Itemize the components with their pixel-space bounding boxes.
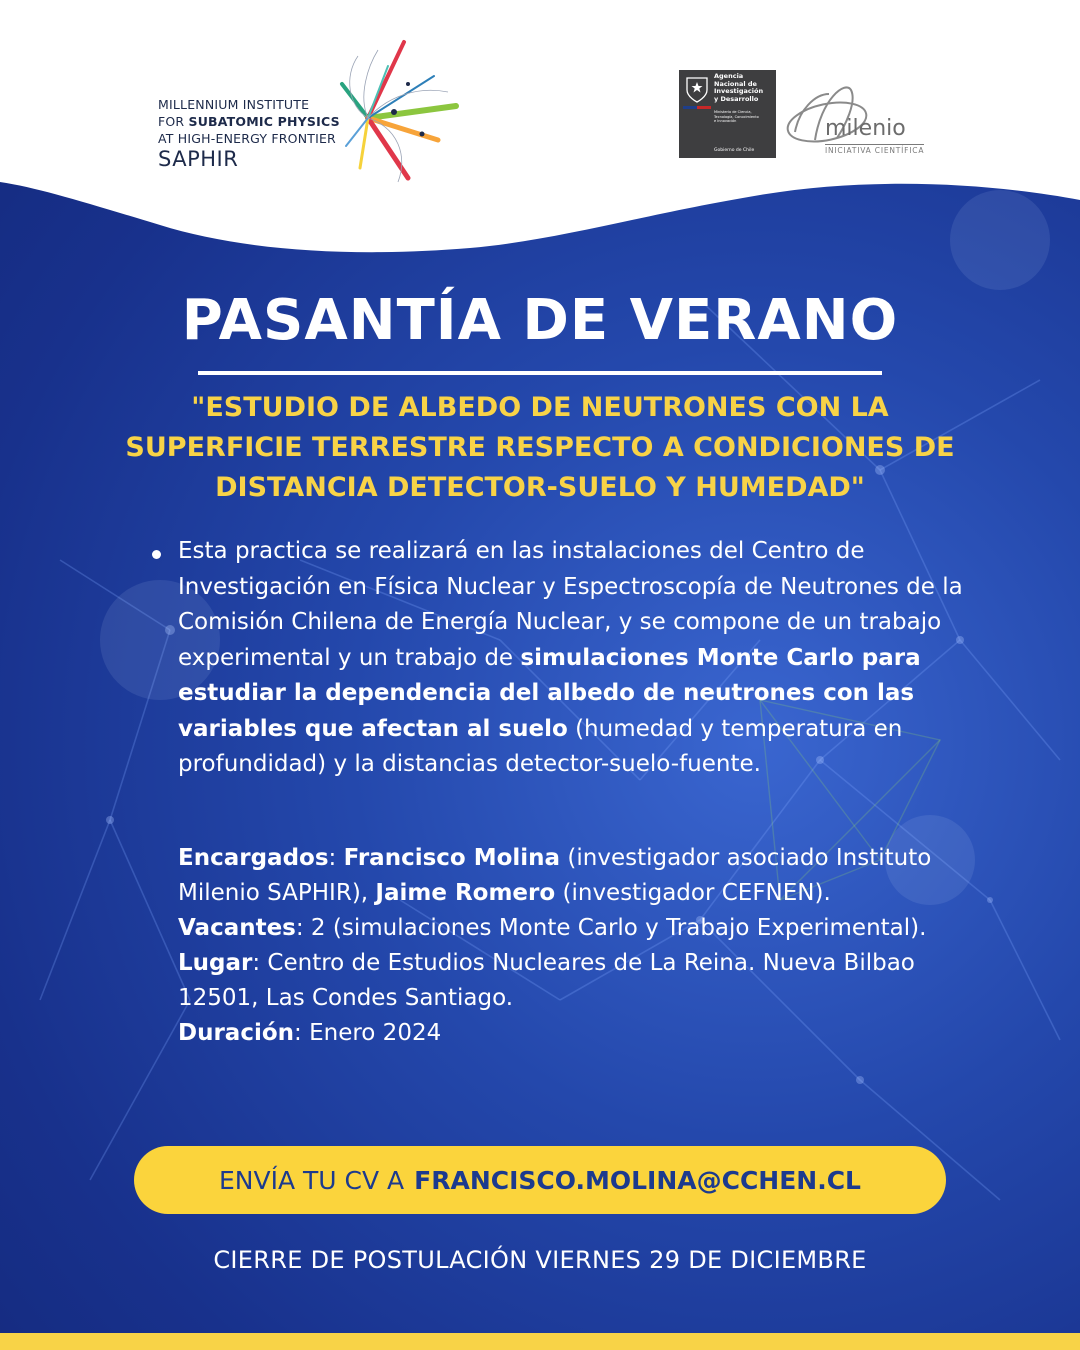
- duracion-value: : Enero 2024: [294, 1020, 442, 1046]
- encargados-line: Encargados: Francisco Molina (investigador asociado Instituto Milenio SAPHIR), Jaime Romero (investigador CEFNEN).: [178, 845, 932, 906]
- anid-agency-line: Investigación: [714, 87, 764, 95]
- anid-agency-line: Agencia: [714, 72, 744, 80]
- saphir-name: SAPHIR: [158, 147, 239, 171]
- lugar-line: [178, 946, 968, 1016]
- coat-of-arms-icon: [683, 74, 711, 104]
- duracion-label: Duración: [178, 1020, 295, 1046]
- anid-ministry-line: Ministerio de Ciencia,: [714, 110, 752, 114]
- lugar-label: Lugar: [178, 950, 253, 976]
- application-deadline: CIERRE DE POSTULACIÓN VIERNES 29 DE DICIEMBRE: [213, 1246, 867, 1274]
- saphir-line2-prefix: FOR: [158, 114, 189, 129]
- lugar-value: : Centro de Estudios Nucleares de La Reina. Nueva Bilbao 12501, Las Condes Santiago.: [178, 950, 915, 1011]
- description-outro: (humedad y temperatura en profundidad) y la distancias detector-suelo-fuente.: [178, 715, 903, 777]
- vacantes-value: : 2 (simulaciones Monte Carlo y Trabajo Experimental).: [295, 915, 927, 941]
- description-bullet: [178, 534, 968, 783]
- saphir-line2: [158, 113, 340, 130]
- saphir-line2-bold: SUBATOMIC PHYSICS: [188, 114, 340, 129]
- anid-logo: [679, 70, 776, 158]
- saphir-wordmark: [158, 96, 340, 171]
- saphir-line1: MILLENNIUM INSTITUTE: [158, 97, 310, 112]
- cta-email-link[interactable]: FRANCISCO.MOLINA@CCHEN.CL: [414, 1165, 861, 1195]
- anid-ministry-line: e Innovación: [714, 119, 737, 123]
- person2-role: (investigador CEFNEN).: [555, 880, 831, 906]
- details-block: [178, 841, 968, 1051]
- person1-role: (investigador asociado Instituto Milenio SAPHIR),: [178, 845, 932, 906]
- page-title: PASANTÍA DE VERANO: [181, 288, 899, 353]
- flag-strip: [683, 106, 711, 109]
- title-divider: [198, 371, 882, 375]
- bullet-dot-icon: [152, 550, 161, 559]
- duracion-line: [178, 1016, 968, 1051]
- cta-prefix: ENVÍA TU CV A: [219, 1165, 405, 1195]
- milenio-subtitle: INICIATIVA CIENTÍFICA: [825, 146, 925, 155]
- milenio-logo: [785, 80, 935, 160]
- project-subtitle: "ESTUDIO DE ALBEDO DE NEUTRONES CON LA SUPERFICIE TERRESTRE RESPECTO A CONDICIONES DE DISTANCIA DETECTOR-SUELO Y HUMEDAD": [125, 392, 955, 503]
- bottom-accent-bar: [0, 1333, 1080, 1350]
- description-intro: Esta practica se realizará en las instalaciones del Centro de Investigación en Física Nuclear y Espectroscopía de Neutrones de la Comisión Chilena de Energía Nuclear, y se compone de un trabajo experimental y un trabajo de: [178, 538, 963, 671]
- vacantes-line: [178, 911, 968, 946]
- encargados-label: Encargados: [178, 845, 329, 871]
- saphir-logo: [158, 30, 478, 190]
- description-bold: simulaciones Monte Carlo para estudiar la dependencia del albedo de neutrones con las variables que afectan al suelo: [178, 644, 921, 742]
- anid-ministry-line: Tecnología, Conocimiento: [714, 114, 759, 119]
- anid-ministry-text: [714, 110, 759, 124]
- anid-agency-line: y Desarrollo: [714, 94, 759, 103]
- milenio-wordmark: milenio: [825, 116, 906, 141]
- particle-burst-icon: [338, 36, 478, 186]
- person1-name: Francisco Molina: [343, 845, 561, 871]
- vacantes-label: Vacantes: [178, 915, 296, 941]
- anid-government-text: Gobierno de Chile: [714, 148, 755, 153]
- send-cv-banner[interactable]: [134, 1146, 946, 1214]
- anid-agency-line: Nacional de: [714, 79, 757, 88]
- saphir-line3: AT HIGH-ENERGY FRONTIER: [158, 131, 336, 146]
- person2-name: Jaime Romero: [375, 880, 556, 906]
- anid-agency-text: [714, 73, 763, 103]
